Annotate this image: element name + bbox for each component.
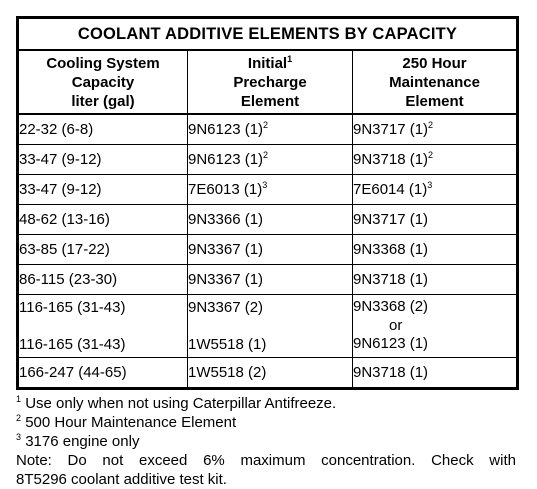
part-number: 9N3368 (1): [353, 241, 429, 258]
footnote-text: Use only when not using Caterpillar Antifreeze.: [25, 395, 337, 412]
footnote-ref: 2: [428, 150, 434, 160]
maintenance-cell: [353, 295, 518, 358]
footnote-mark: 1: [16, 394, 22, 404]
footnote-text: 500 Hour Maintenance Element: [25, 414, 237, 431]
capacity-cell: [18, 205, 188, 235]
header-word: Initial: [247, 54, 288, 72]
capacity-cell: [18, 175, 188, 205]
footnote-mark: 2: [16, 413, 22, 423]
table-row: [18, 205, 518, 235]
header-line: Maintenance: [389, 73, 480, 91]
header-line: 250 Hour: [402, 54, 467, 72]
initial-cell: [188, 205, 353, 235]
footnote: [16, 432, 516, 451]
initial-cell: [188, 145, 353, 175]
footnote-ref: 2: [263, 120, 269, 130]
footnote-ref: 2: [428, 120, 434, 130]
maintenance-cell: 9N3718 (1): [353, 358, 518, 389]
capacity-cell: [18, 235, 188, 265]
maintenance-cell: [353, 114, 518, 145]
table-row: [18, 114, 518, 145]
maintenance-cell: [353, 175, 518, 205]
footnote-mark: 3: [16, 432, 22, 442]
maintenance-cell: [353, 265, 518, 295]
part-number: 9N3717 (1): [353, 211, 429, 228]
header-line: Precharge: [233, 73, 307, 91]
table-row: [18, 265, 518, 295]
part-number: 9N6123 (1): [188, 151, 264, 168]
header-capacity: [18, 50, 188, 114]
part-number: 9N3368 (2): [353, 298, 429, 315]
capacity-value: 116-165 (31-43): [19, 299, 126, 316]
table-title-row: [18, 18, 518, 51]
header-line: Element: [240, 92, 300, 110]
footnotes: [16, 394, 516, 489]
part-number: 7E6014 (1): [353, 181, 428, 198]
header-line: Element: [405, 92, 464, 110]
note-line: Note: Do not exceed 6% maximum concentration. Check with: [16, 452, 516, 469]
capacity-value: 22-32 (6-8): [19, 121, 94, 138]
part-number: 9N3367 (2): [188, 299, 264, 316]
initial-cell: [188, 235, 353, 265]
initial-cell: 1W5518 (2): [188, 358, 353, 389]
footnote-ref: 2: [263, 150, 269, 160]
capacity-value: 33-47 (9-12): [19, 151, 102, 168]
header-initial-precharge: [188, 50, 353, 114]
capacity-value: 63-85 (17-22): [19, 241, 110, 258]
header-line: Cooling System: [46, 54, 160, 72]
footnote-ref: 1: [287, 53, 293, 64]
capacity-cell: [18, 265, 188, 295]
footnote: [16, 394, 516, 413]
table-row-combined: [18, 295, 518, 358]
part-number: 9N6123 (1): [353, 335, 429, 353]
part-number: 9N6123 (1): [188, 121, 264, 138]
part-number: 9N3718 (1): [353, 151, 429, 168]
header-maintenance: [353, 50, 518, 114]
part-number: 9N3718 (1): [353, 271, 429, 288]
or-label: or: [389, 316, 403, 334]
part-number: 9N3717 (1): [353, 121, 429, 138]
table-row: [18, 175, 518, 205]
capacity-value: 116-165 (31-43): [19, 336, 126, 353]
capacity-cell: [18, 145, 188, 175]
header-line: Capacity: [71, 73, 135, 91]
note-line: 8T5296 coolant additive test kit.: [16, 471, 227, 488]
footnote-text: 3176 engine only: [25, 433, 140, 450]
part-number: 9N3367 (1): [188, 241, 264, 258]
capacity-cell: 166-247 (44-65): [18, 358, 188, 389]
coolant-additive-table: [16, 16, 519, 390]
maintenance-cell: [353, 145, 518, 175]
header-line: liter (gal): [71, 92, 135, 110]
initial-cell: [188, 265, 353, 295]
capacity-cell: [18, 295, 188, 358]
capacity-value: 86-115 (23-30): [19, 271, 118, 288]
capacity-value: 33-47 (9-12): [19, 181, 102, 198]
maintenance-cell: [353, 235, 518, 265]
part-number: 9N3367 (1): [188, 271, 264, 288]
header-row: [18, 50, 518, 114]
part-number: 7E6013 (1): [188, 181, 263, 198]
footnote: [16, 413, 516, 432]
table-title: COOLANT ADDITIVE ELEMENTS BY CAPACITY: [18, 18, 518, 51]
table-row: [18, 358, 518, 389]
footnote-ref: 3: [427, 180, 433, 190]
maintenance-cell: [353, 205, 518, 235]
initial-cell: [188, 114, 353, 145]
header-line: [188, 54, 352, 73]
part-number: 1W5518 (1): [188, 336, 267, 353]
initial-cell: [188, 295, 353, 358]
initial-cell: [188, 175, 353, 205]
table-row: [18, 145, 518, 175]
footnote-ref: 3: [262, 180, 268, 190]
coolant-document: [16, 16, 516, 489]
capacity-value: 48-62 (13-16): [19, 211, 110, 228]
part-number: 9N3366 (1): [188, 211, 264, 228]
table-row: [18, 235, 518, 265]
capacity-cell: [18, 114, 188, 145]
table-body: [18, 114, 518, 295]
